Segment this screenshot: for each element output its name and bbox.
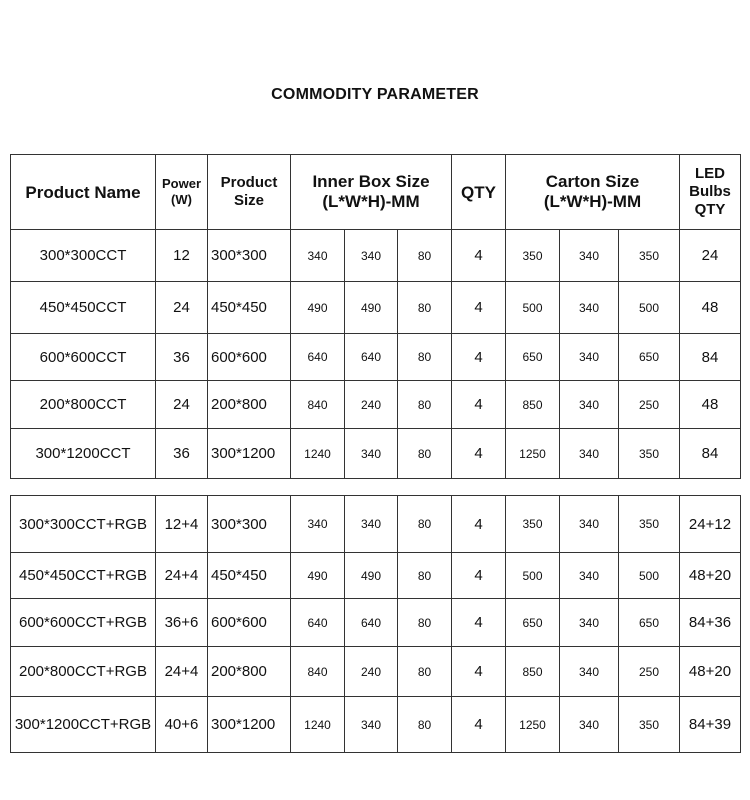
cell-power: 36 [156, 334, 208, 381]
cell-inner-height: 80 [398, 697, 452, 753]
cell-qty: 4 [452, 230, 506, 282]
header-product-size: Product Size [208, 155, 291, 230]
table-separator [10, 480, 740, 495]
cell-led-qty: 48+20 [680, 553, 741, 599]
cell-product-size: 300*300 [208, 230, 291, 282]
cell-carton-width: 340 [560, 334, 619, 381]
cell-inner-length: 490 [291, 282, 345, 334]
cell-inner-height: 80 [398, 647, 452, 697]
table-row [11, 599, 741, 647]
cell-inner-height: 80 [398, 230, 452, 282]
cell-power: 24+4 [156, 647, 208, 697]
cell-led-qty: 24 [680, 230, 741, 282]
table-row [11, 429, 741, 479]
cell-carton-height: 650 [619, 334, 680, 381]
cell-led-qty: 84+36 [680, 599, 741, 647]
cell-led-qty: 84 [680, 334, 741, 381]
cell-inner-width: 490 [345, 553, 398, 599]
cell-power: 24 [156, 282, 208, 334]
cell-carton-width: 340 [560, 553, 619, 599]
cell-inner-width: 340 [345, 697, 398, 753]
spec-table-cct [10, 154, 741, 479]
cell-carton-length: 350 [506, 230, 560, 282]
cell-qty: 4 [452, 282, 506, 334]
cell-product-size: 450*450 [208, 553, 291, 599]
cell-product-size: 300*300 [208, 496, 291, 553]
cell-carton-width: 340 [560, 429, 619, 479]
cell-power: 12+4 [156, 496, 208, 553]
cell-inner-length: 840 [291, 381, 345, 429]
cell-carton-height: 350 [619, 496, 680, 553]
cell-carton-length: 1250 [506, 429, 560, 479]
table-body-rgb [11, 496, 741, 753]
cell-inner-width: 340 [345, 429, 398, 479]
cell-inner-length: 1240 [291, 697, 345, 753]
table-row [11, 553, 741, 599]
cell-product-size: 300*1200 [208, 429, 291, 479]
header-qty: QTY [452, 155, 506, 230]
header-product-name: Product Name [11, 155, 156, 230]
cell-inner-width: 640 [345, 334, 398, 381]
cell-product-name: 300*1200CCT [11, 429, 156, 479]
table-row [11, 647, 741, 697]
cell-qty: 4 [452, 429, 506, 479]
cell-carton-width: 340 [560, 381, 619, 429]
cell-power: 40+6 [156, 697, 208, 753]
cell-carton-height: 250 [619, 381, 680, 429]
cell-carton-height: 500 [619, 553, 680, 599]
cell-product-name: 300*300CCT+RGB [11, 496, 156, 553]
cell-inner-height: 80 [398, 553, 452, 599]
cell-led-qty: 84+39 [680, 697, 741, 753]
table-row [11, 496, 741, 553]
cell-product-name: 450*450CCT [11, 282, 156, 334]
cell-carton-width: 340 [560, 647, 619, 697]
cell-power: 12 [156, 230, 208, 282]
cell-product-name: 300*1200CCT+RGB [11, 697, 156, 753]
cell-qty: 4 [452, 647, 506, 697]
cell-inner-width: 340 [345, 230, 398, 282]
table-body-cct [11, 230, 741, 479]
cell-product-name: 200*800CCT+RGB [11, 647, 156, 697]
cell-carton-width: 340 [560, 599, 619, 647]
cell-led-qty: 84 [680, 429, 741, 479]
cell-carton-height: 250 [619, 647, 680, 697]
cell-led-qty: 48+20 [680, 647, 741, 697]
cell-inner-width: 640 [345, 599, 398, 647]
cell-carton-length: 850 [506, 647, 560, 697]
cell-carton-width: 340 [560, 697, 619, 753]
cell-carton-width: 340 [560, 230, 619, 282]
cell-carton-width: 340 [560, 496, 619, 553]
cell-inner-length: 640 [291, 334, 345, 381]
table-row [11, 230, 741, 282]
header-inner-box-size: Inner Box Size (L*W*H)-MM [291, 155, 452, 230]
cell-carton-length: 500 [506, 282, 560, 334]
cell-inner-length: 640 [291, 599, 345, 647]
cell-product-size: 450*450 [208, 282, 291, 334]
cell-qty: 4 [452, 553, 506, 599]
cell-product-name: 450*450CCT+RGB [11, 553, 156, 599]
cell-qty: 4 [452, 334, 506, 381]
cell-product-size: 600*600 [208, 334, 291, 381]
cell-inner-length: 1240 [291, 429, 345, 479]
cell-led-qty: 48 [680, 381, 741, 429]
cell-inner-height: 80 [398, 381, 452, 429]
cell-carton-length: 650 [506, 599, 560, 647]
cell-product-name: 200*800CCT [11, 381, 156, 429]
cell-product-size: 300*1200 [208, 697, 291, 753]
cell-carton-width: 340 [560, 282, 619, 334]
cell-inner-height: 80 [398, 429, 452, 479]
cell-product-name: 600*600CCT [11, 334, 156, 381]
header-row [11, 155, 741, 230]
cell-product-size: 200*800 [208, 647, 291, 697]
cell-power: 36+6 [156, 599, 208, 647]
cell-carton-length: 500 [506, 553, 560, 599]
spec-table-cct-rgb [10, 495, 741, 753]
cell-qty: 4 [452, 381, 506, 429]
cell-qty: 4 [452, 496, 506, 553]
cell-carton-length: 1250 [506, 697, 560, 753]
cell-carton-height: 350 [619, 230, 680, 282]
cell-inner-height: 80 [398, 282, 452, 334]
header-led-bulbs-qty: LED Bulbs QTY [680, 155, 741, 230]
cell-carton-length: 350 [506, 496, 560, 553]
cell-carton-height: 350 [619, 697, 680, 753]
cell-inner-width: 490 [345, 282, 398, 334]
cell-inner-height: 80 [398, 334, 452, 381]
cell-qty: 4 [452, 599, 506, 647]
cell-carton-length: 650 [506, 334, 560, 381]
cell-led-qty: 48 [680, 282, 741, 334]
cell-power: 24 [156, 381, 208, 429]
cell-inner-width: 240 [345, 647, 398, 697]
cell-inner-width: 340 [345, 496, 398, 553]
cell-product-name: 300*300CCT [11, 230, 156, 282]
cell-carton-height: 500 [619, 282, 680, 334]
cell-inner-width: 240 [345, 381, 398, 429]
cell-inner-length: 840 [291, 647, 345, 697]
table-row [11, 282, 741, 334]
cell-inner-length: 340 [291, 496, 345, 553]
header-power: Power (W) [156, 155, 208, 230]
cell-power: 24+4 [156, 553, 208, 599]
cell-inner-length: 340 [291, 230, 345, 282]
cell-carton-height: 650 [619, 599, 680, 647]
cell-inner-height: 80 [398, 599, 452, 647]
cell-product-size: 200*800 [208, 381, 291, 429]
table-row [11, 381, 741, 429]
cell-product-size: 600*600 [208, 599, 291, 647]
cell-inner-length: 490 [291, 553, 345, 599]
cell-led-qty: 24+12 [680, 496, 741, 553]
header-carton-size: Carton Size (L*W*H)-MM [506, 155, 680, 230]
cell-power: 36 [156, 429, 208, 479]
cell-product-name: 600*600CCT+RGB [11, 599, 156, 647]
table-row [11, 697, 741, 753]
cell-inner-height: 80 [398, 496, 452, 553]
page-title: COMMODITY PARAMETER [271, 86, 479, 103]
cell-carton-height: 350 [619, 429, 680, 479]
cell-carton-length: 850 [506, 381, 560, 429]
cell-qty: 4 [452, 697, 506, 753]
table-row [11, 334, 741, 381]
